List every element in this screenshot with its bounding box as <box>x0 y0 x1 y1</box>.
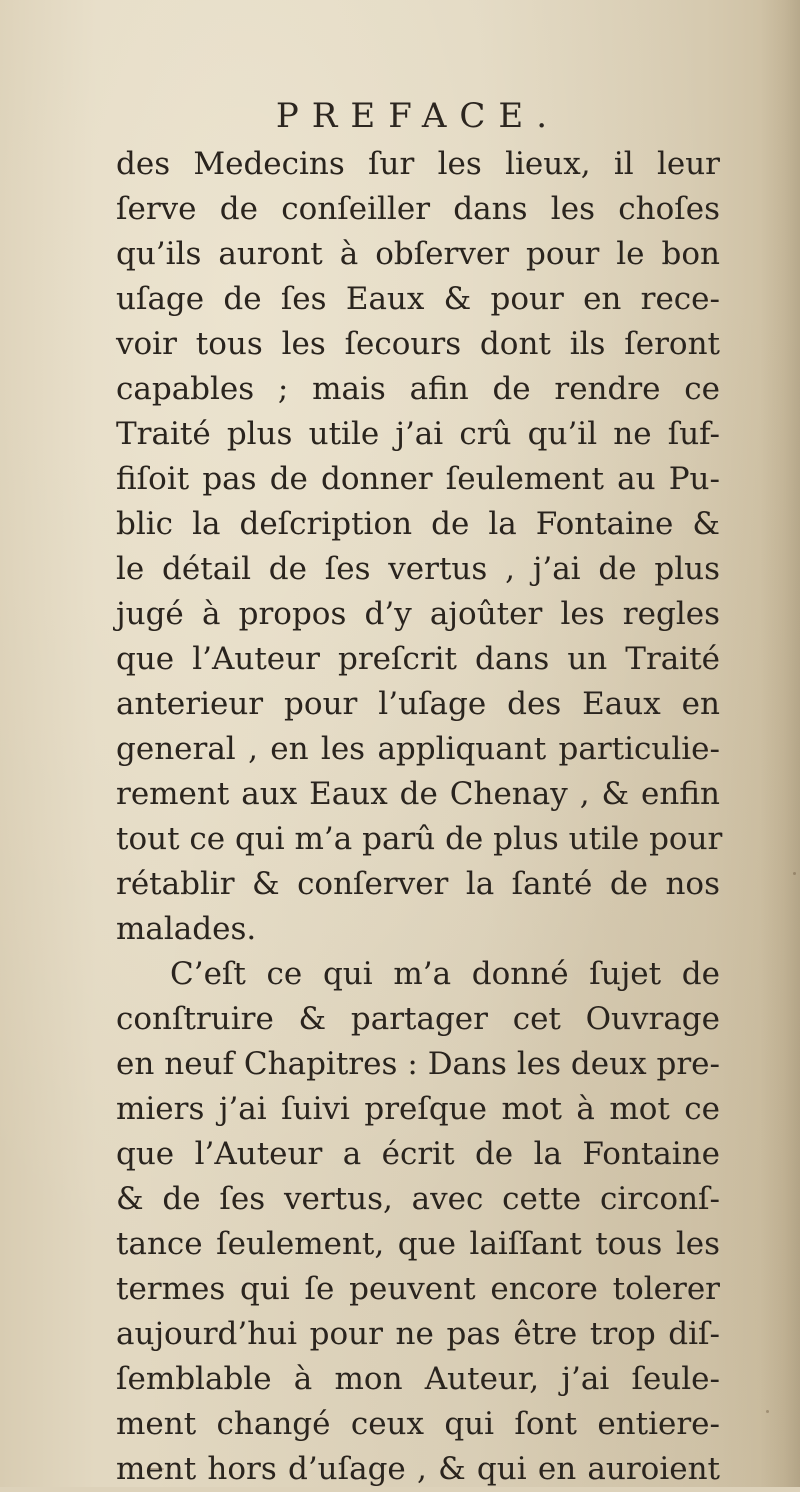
text-line: & de ſes vertus, avec cette circonſ- <box>116 1181 720 1217</box>
text-line: tout ce qui m’a parû de plus utile pour <box>116 821 723 857</box>
text-line: le détail de ſes vertus , j’ai de plus <box>116 551 720 587</box>
text-line: blic la deſcription de la Fontaine & <box>116 506 720 542</box>
text-line: Traité plus utile j’ai crû qu’il ne ſuf- <box>116 416 720 452</box>
paper-speck <box>793 872 796 875</box>
text-line: que l’Auteur preſcrit dans un Traité <box>116 641 720 677</box>
page-fold-shadow <box>760 0 800 1487</box>
text-line: anterieur pour l’uſage des Eaux en <box>116 686 720 722</box>
text-line: rement aux Eaux de Chenay , & enfin <box>116 776 720 812</box>
body-text <box>116 142 723 1492</box>
text-line: ment changé ceux qui ſont entiere- <box>116 1406 720 1442</box>
text-line: en neuf Chapitres : Dans les deux pre- <box>116 1046 720 1082</box>
text-line: miers j’ai ſuivi preſque mot à mot ce <box>116 1091 720 1127</box>
running-header: PREFACE. <box>275 96 561 136</box>
text-line: capables ; mais afin de rendre ce <box>116 371 720 407</box>
text-line: aujourd’hui pour ne pas être trop diſ- <box>116 1316 720 1352</box>
paragraph-start-line: C’eſt ce qui m’a donné ſujet de <box>170 956 720 992</box>
text-line: conſtruire & partager cet Ouvrage <box>116 1001 720 1037</box>
text-line: des Medecins ſur les lieux, il leur <box>116 146 720 182</box>
paragraph-end-line: malades. <box>116 911 257 947</box>
text-line: tance ſeulement, que laiſſant tous les <box>116 1226 720 1262</box>
text-line: fiſoit pas de donner ſeulement au Pu- <box>116 461 720 497</box>
text-line: ſemblable à mon Auteur, j’ai ſeule- <box>116 1361 720 1397</box>
text-line: jugé à propos d’y ajoûter les regles <box>116 596 720 632</box>
text-line: ſerve de conſeiller dans les choſes <box>116 191 720 227</box>
text-line: termes qui ſe peuvent encore tolerer <box>116 1271 720 1307</box>
text-line: que l’Auteur a écrit de la Fontaine <box>116 1136 720 1172</box>
text-line: ment hors d’uſage , & qui en auroient <box>116 1451 720 1487</box>
text-line: voir tous les ſecours dont ils ſeront <box>116 326 720 362</box>
text-line: uſage de ſes Eaux & pour en rece- <box>116 281 720 317</box>
text-line: rétablir & conſerver la ſanté de nos <box>116 866 720 902</box>
text-line: qu’ils auront à obſerver pour le bon <box>116 236 720 272</box>
paper-speck <box>766 1410 769 1413</box>
text-line: general , en les appliquant particulie- <box>116 731 720 767</box>
